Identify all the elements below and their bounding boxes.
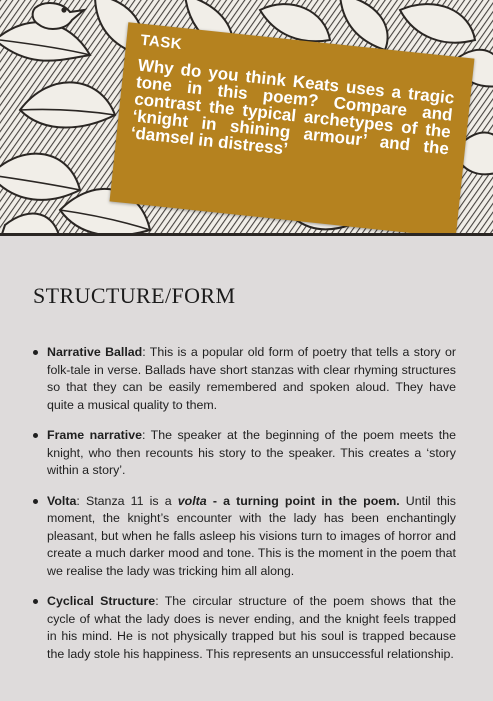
task-question: Why do you think Keats uses a tragic tone in this poem? Compare and contrast the typical archetypes of the ‘knight in shining armour’ and the ‘damsel in distress’	[129, 55, 456, 159]
decorative-banner	[0, 0, 493, 236]
list-item	[33, 344, 456, 414]
task-card	[110, 22, 475, 236]
section-title: STRUCTURE/FORM	[33, 283, 236, 308]
bullet-strong-text: - a turning point in the poem.	[206, 493, 400, 508]
structure-bullet-list	[33, 344, 456, 676]
bullet-icon	[33, 433, 38, 438]
bullet-term: Volta	[47, 493, 77, 508]
list-item	[33, 593, 456, 663]
bullet-term: Narrative Ballad	[47, 345, 143, 359]
bullet-text: : This is a popular old form of poetry that tells a story or folk-tale in verse. Ballads have short stanzas with clear rhyming structures so that they can be easily remembered and spoken aloud. They have quite a musical quality to them.	[47, 345, 456, 412]
bullet-icon	[33, 599, 38, 604]
bullet-emphasis: volta	[177, 493, 207, 508]
list-item	[33, 427, 456, 480]
bullet-term: Cyclical Structure	[47, 594, 156, 608]
bullet-text: Until this moment, the knight’s encounter with the lady has been enchantingly pleasant, but when he falls asleep his visions turn to images of horror and create a much darker mood and tone. This is the moment in the poem that we realise the lady was tricking him all along.	[47, 493, 456, 578]
list-item	[33, 493, 456, 581]
bullet-icon	[33, 350, 38, 355]
bullet-text: : The speaker at the beginning of the poem meets the knight, who then recounts his story to the speaker. This creates a ‘story within a story’.	[47, 428, 456, 477]
bullet-text: : The circular structure of the poem shows that the cycle of what the lady does is never ending, and the knight feels trapped in his mind. He is not physically trapped but his soul is trapped because the lady stole his happiness. This represents an unsuccessful relationship.	[47, 594, 456, 661]
bullet-term: Frame narrative	[47, 428, 142, 442]
bullet-text: : Stanza 11 is a	[76, 493, 178, 508]
task-label: TASK	[139, 31, 183, 53]
bullet-icon	[33, 499, 38, 504]
